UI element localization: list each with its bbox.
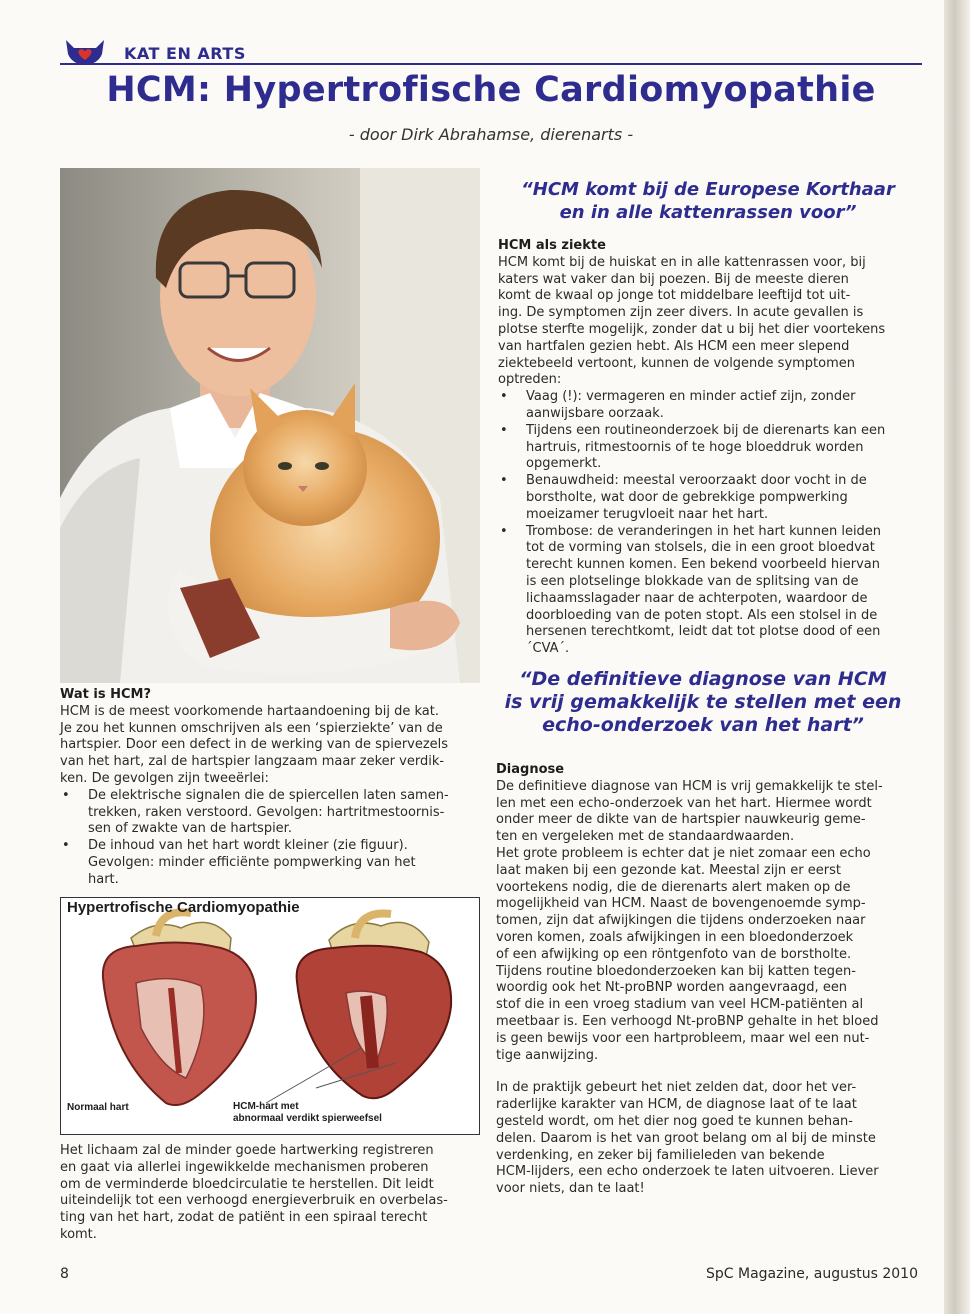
text-line: katers wat vaker dan bij poezen. Bij de meeste dieren	[498, 271, 849, 287]
text-line: • Tijdens een routineonderzoek bij de dierenarts kan een	[526, 422, 886, 438]
text-line: uiteindelijk tot een verhoogd energieverbruik en overbelas-	[60, 1193, 448, 1209]
text-line: “De definitieve diagnose van HCM	[519, 668, 887, 690]
text-line: om de verminderde bloedcirculatie te herstellen. Dit leidt	[60, 1176, 434, 1192]
text-line: • De elektrische signalen die de spiercellen laten samen-	[88, 787, 449, 803]
text-line: mogelijkheid van HCM. Naast de bovengenoemde symp-	[496, 896, 866, 912]
text-line: voortekens nodig, die de dierenarts alert maken op de	[496, 879, 851, 895]
text-line: onder meer de dikte van de hartspier nauwkeurig geme-	[496, 812, 866, 828]
text-line: aanwijsbare oorzaak.	[526, 405, 664, 421]
heading-wat-is-hcm: Wat is HCM?	[60, 687, 152, 702]
text-line: len met een echo-onderzoek van het hart. Hiermee wordt	[496, 795, 872, 811]
text-line: ´CVA´.	[526, 641, 570, 657]
text-line: “HCM komt bij de Europese Korthaar	[521, 179, 895, 200]
text-line: raderlijke karakter van HCM, de diagnose laat of te laat	[496, 1097, 857, 1113]
text-line: is geen bewijs voor een hartprobleem, maar wel een nut-	[496, 1030, 870, 1046]
left-column	[60, 687, 480, 889]
page-fold-shadow	[944, 0, 970, 1314]
text-line: HCM komt bij de huiskat en in alle kattenrassen voor, bij	[498, 254, 866, 270]
hcm-heart-icon	[297, 914, 451, 1099]
text-line: en in alle kattenrassen voor”	[559, 202, 857, 223]
paragraph-ziekte	[498, 255, 922, 389]
paragraph-diagnose	[496, 779, 920, 1065]
paragraph-intro	[60, 704, 480, 788]
text-line: verdenking, en zeker bij familieleden van bekende	[496, 1147, 825, 1163]
magazine-footer: SpC Magazine, augustus 2010	[706, 1266, 918, 1282]
left-bottom-paragraph	[60, 1143, 480, 1244]
text-line: plotse sterfte mogelijk, zonder dat u bij het dier voortekens	[498, 321, 886, 337]
section-header	[60, 34, 922, 66]
label-hcm-heart	[233, 1101, 382, 1125]
text-line: hartruis, ritmestoornis of te hoge bloeddruk worden	[526, 439, 864, 455]
text-line: opgemerkt.	[526, 456, 602, 472]
text-line: Tijdens routine bloedonderzoeken kan bij katten tegen-	[496, 963, 856, 979]
text-line: tot de vorming van stolsels, die in een groot bloedvat	[526, 540, 875, 556]
text-line: Het grote probleem is echter dat je niet zomaar een echo	[496, 845, 871, 861]
normal-heart-icon	[103, 912, 256, 1105]
page-number: 8	[60, 1266, 69, 1282]
list-item	[60, 788, 480, 838]
text-line: optreden:	[498, 372, 562, 388]
text-line: • Vaag (!): vermageren en minder actief zijn, zonder	[526, 389, 856, 405]
author-with-cat-photo	[60, 168, 480, 683]
text-line: ting van het hart, zodat de patiënt in een spiraal terecht	[60, 1210, 428, 1226]
section-label: KAT EN ARTS	[124, 44, 246, 63]
text-line: ten en vergeleken met de standaardwaarden.	[496, 829, 795, 845]
right-column-diagnose	[496, 762, 920, 1198]
text-line: stof die in een vroeg stadium van veel HCM-patiënten al	[496, 997, 864, 1013]
text-line: Gevolgen: minder efficiënte pompwerking van het	[88, 854, 416, 870]
text-line: hartspier. Door een defect in de werking van de spiervezels	[60, 737, 449, 753]
text-line: lichaamsslagader naar de achterpoten, waardoor de	[526, 590, 868, 606]
text-line: delen. Daarom is het van groot belang om al bij de minste	[496, 1130, 876, 1146]
heart-figure	[60, 897, 480, 1135]
text-line: • Benauwdheid: meestal veroorzaakt door vocht in de	[526, 473, 867, 489]
text-line: HCM-lijders, een echo onderzoek te laten uitvoeren. Liever	[496, 1164, 879, 1180]
text-line: woordig ook het Nt-proBNP worden aangevraagd, een	[496, 980, 848, 996]
figure-title: Hypertrofische Cardiomyopathie	[67, 899, 300, 916]
text-line: of een afwijking op een röntgenfoto van de borstholte.	[496, 946, 852, 962]
text-line: HCM is de meest voorkomende hartaandoening bij de kat.	[60, 703, 439, 719]
text-line: meetbaar is. Een verhoogd Nt-proBNP gehalte in het bloed	[496, 1013, 879, 1029]
list-item	[498, 389, 922, 423]
pull-quote-1	[498, 178, 918, 224]
text-line: ziektebeeld vertoont, kunnen de volgende symptomen	[498, 355, 856, 371]
text-line: van het hart, zal de hartspier langzaam maar zeker verdik-	[60, 754, 445, 770]
text-line: is een plotselinge blokkade van de splitsing van de	[526, 573, 859, 589]
text-line: • De inhoud van het hart wordt kleiner (zie figuur).	[88, 838, 408, 854]
text-line: trekken, raken verstoord. Gevolgen: hartritmestoornis-	[88, 804, 445, 820]
text-line: Je zou het kunnen omschrijven als een ‘spierziekte’ van de	[60, 720, 443, 736]
paragraph-praktijk	[496, 1080, 920, 1198]
label-normal-heart: Normaal hart	[67, 1102, 129, 1113]
byline: - door Dirk Abrahamse, dierenarts -	[348, 125, 634, 144]
text-line: ken. De gevolgen zijn tweeërlei:	[60, 770, 269, 786]
text-line: abnormaal verdikt spierweefsel	[233, 1113, 382, 1124]
header-rule	[60, 63, 922, 65]
text-line: • Trombose: de veranderingen in het hart kunnen leiden	[526, 523, 882, 539]
article-title: HCM: Hypertrofische Cardiomyopathie	[106, 70, 876, 110]
list-item	[498, 473, 922, 523]
text-line: komt.	[60, 1226, 97, 1242]
hearts-illustration	[61, 898, 479, 1134]
text-line: moeizamer terugvloeit naar het hart.	[526, 506, 769, 522]
text-line: en gaat via allerlei ingewikkelde mechanismen proberen	[60, 1159, 429, 1175]
text-line: voren komen, zoals afwijkingen in een bloedonderzoek	[496, 929, 854, 945]
text-line: terecht kunnen komen. Een bekend voorbeeld hiervan	[526, 557, 880, 573]
text-line: De definitieve diagnose van HCM is vrij gemakkelijk te stel-	[496, 778, 883, 794]
text-line: is vrij gemakkelijk te stellen met een	[504, 691, 902, 713]
text-line: laat maken bij een gezonde kat. Meestal zijn er eerst	[496, 862, 841, 878]
text-line: borstholte, wat door de gebrekkige pompwerking	[526, 489, 848, 505]
list-item	[60, 838, 480, 888]
text-line: In de praktijk gebeurt het niet zelden dat, door het ver-	[496, 1080, 857, 1096]
text-line: gesteld wordt, om het dier nog goed te kunnen behan-	[496, 1113, 853, 1129]
text-line: echo-onderzoek van het hart”	[542, 714, 864, 736]
list-item	[498, 524, 922, 658]
photo-illustration	[60, 168, 480, 683]
text-line: van hartfalen gezien hebt. Als HCM een meer slepend	[498, 338, 850, 354]
text-line: komt de kwaal op jonge tot middelbare leeftijd tot uit-	[498, 288, 851, 304]
symptoms-list	[498, 389, 922, 658]
consequences-list	[60, 788, 480, 889]
heading-diagnose: Diagnose	[496, 762, 565, 777]
text-line: hart.	[88, 871, 119, 887]
text-line: tige aanwijzing.	[496, 1047, 599, 1063]
text-line: tomen, zijn dat afwijkingen die tijdens onderzoeken naar	[496, 913, 866, 929]
cat-heart-logo-icon	[60, 34, 110, 66]
heading-hcm-als-ziekte: HCM als ziekte	[498, 238, 606, 253]
right-column-section-1	[498, 238, 922, 658]
text-line: Het lichaam zal de minder goede hartwerking registreren	[60, 1143, 434, 1158]
list-item	[498, 423, 922, 473]
text-line: hersenen terechtkomt, leidt dat tot plotse dood of een	[526, 624, 881, 640]
text-line: doorbloeding van de poten stopt. Als een stolsel in de	[526, 607, 878, 623]
pull-quote-2	[498, 668, 908, 737]
text-line: sen of zwakte van de hartspier.	[88, 821, 292, 837]
text-line: voor niets, dan te laat!	[496, 1181, 645, 1197]
text-line: HCM-hart met	[233, 1101, 299, 1112]
text-line: ing. De symptomen zijn zeer divers. In acute gevallen is	[498, 305, 864, 321]
